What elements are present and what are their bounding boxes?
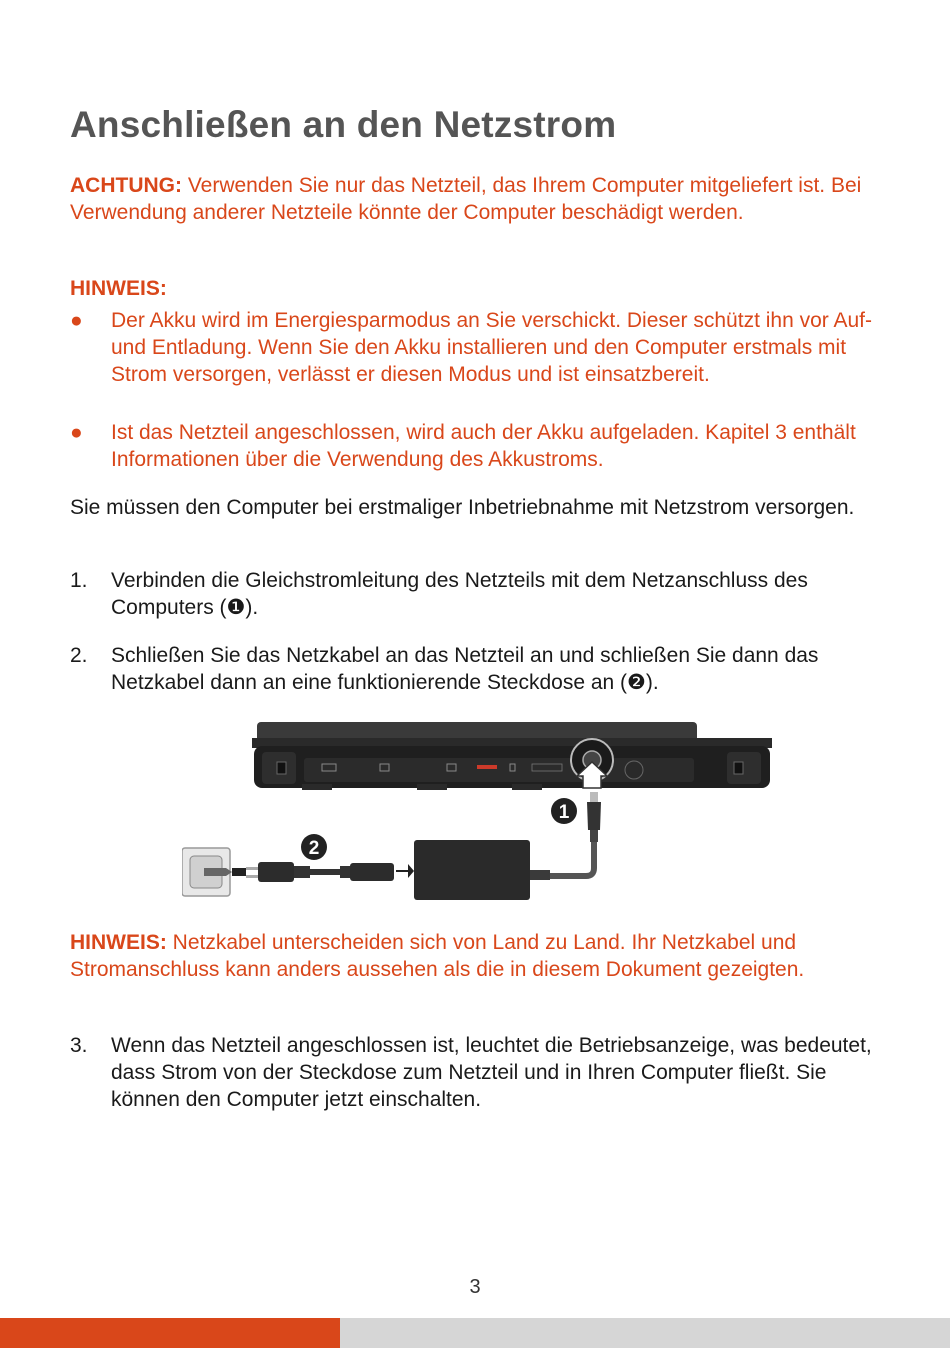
caution-label: ACHTUNG: bbox=[70, 174, 182, 197]
bullet-icon: ● bbox=[70, 421, 83, 444]
note-bullet-text: Ist das Netzteil angeschlossen, wird auch der Akku aufgeladen. Kapitel 3 enthält Informationen über die Verwendung des Akkustroms. bbox=[111, 421, 856, 471]
page-number: 3 bbox=[469, 1276, 481, 1298]
page-title: Anschließen an den Netzstrom bbox=[70, 104, 617, 145]
step-number: 3. bbox=[70, 1034, 88, 1057]
step-text: Wenn das Netzteil angeschlossen ist, leuchtet die Betriebsanzeige, was bedeutet, dass Strom von der Steckdose zum Netzteil und in Ihren Computer fließt. Sie können den Computer jetzt einschalten. bbox=[111, 1034, 872, 1111]
ac-plug-icon bbox=[246, 862, 394, 882]
note-bullet-text: Der Akku wird im Energiesparmodus an Sie verschickt. Dieser schützt ihn vor Auf- und Entladung. Wenn Sie den Akku installieren und den Computer erstmals mit Strom versorgen, verlässt er diesen Modus und ist einsatzbereit. bbox=[111, 309, 872, 386]
arrow-icon bbox=[396, 864, 414, 878]
footer-accent-bar bbox=[0, 1318, 340, 1348]
caution-text: Verwenden Sie nur das Netzteil, das Ihrem Computer mitgeliefert ist. Bei Verwendung anderer Netzteile könnte der Computer beschädigt werden. bbox=[70, 174, 862, 224]
footer-gray-bar bbox=[340, 1318, 950, 1348]
note-regional-cables bbox=[70, 929, 885, 983]
step-text: Verbinden die Gleichstromleitung des Netzteils mit dem Netzanschluss des Computers (❶). bbox=[111, 569, 808, 619]
bullet-icon: ● bbox=[70, 309, 83, 332]
intro-paragraph: Sie müssen den Computer bei erstmaliger Inbetriebnahme mit Netzstrom versorgen. bbox=[70, 496, 855, 519]
callout-2-icon bbox=[301, 834, 327, 860]
callout-1-label: 1 bbox=[558, 802, 570, 823]
step-number: 1. bbox=[70, 569, 88, 592]
note2-label: HINWEIS: bbox=[70, 931, 167, 954]
note2-text: Netzkabel unterscheiden sich von Land zu Land. Ihr Netzkabel und Stromanschluss kann anders aussehen als die in diesem Dokument gezeigten. bbox=[70, 931, 805, 981]
step-text: Schließen Sie das Netzkabel an das Netzteil an und schließen Sie dann das Netzkabel dann an eine funktionierende Steckdose an (❷). bbox=[111, 644, 819, 694]
callout-1-icon bbox=[551, 798, 577, 824]
wall-outlet-icon bbox=[182, 848, 246, 896]
note-label: HINWEIS: bbox=[70, 277, 167, 300]
caution-notice bbox=[70, 172, 885, 226]
step-number: 2. bbox=[70, 644, 88, 667]
power-adapter-icon bbox=[414, 840, 550, 900]
laptop-rear-view-icon bbox=[252, 722, 772, 790]
callout-2-label: 2 bbox=[308, 838, 320, 859]
power-connection-illustration bbox=[182, 718, 772, 904]
